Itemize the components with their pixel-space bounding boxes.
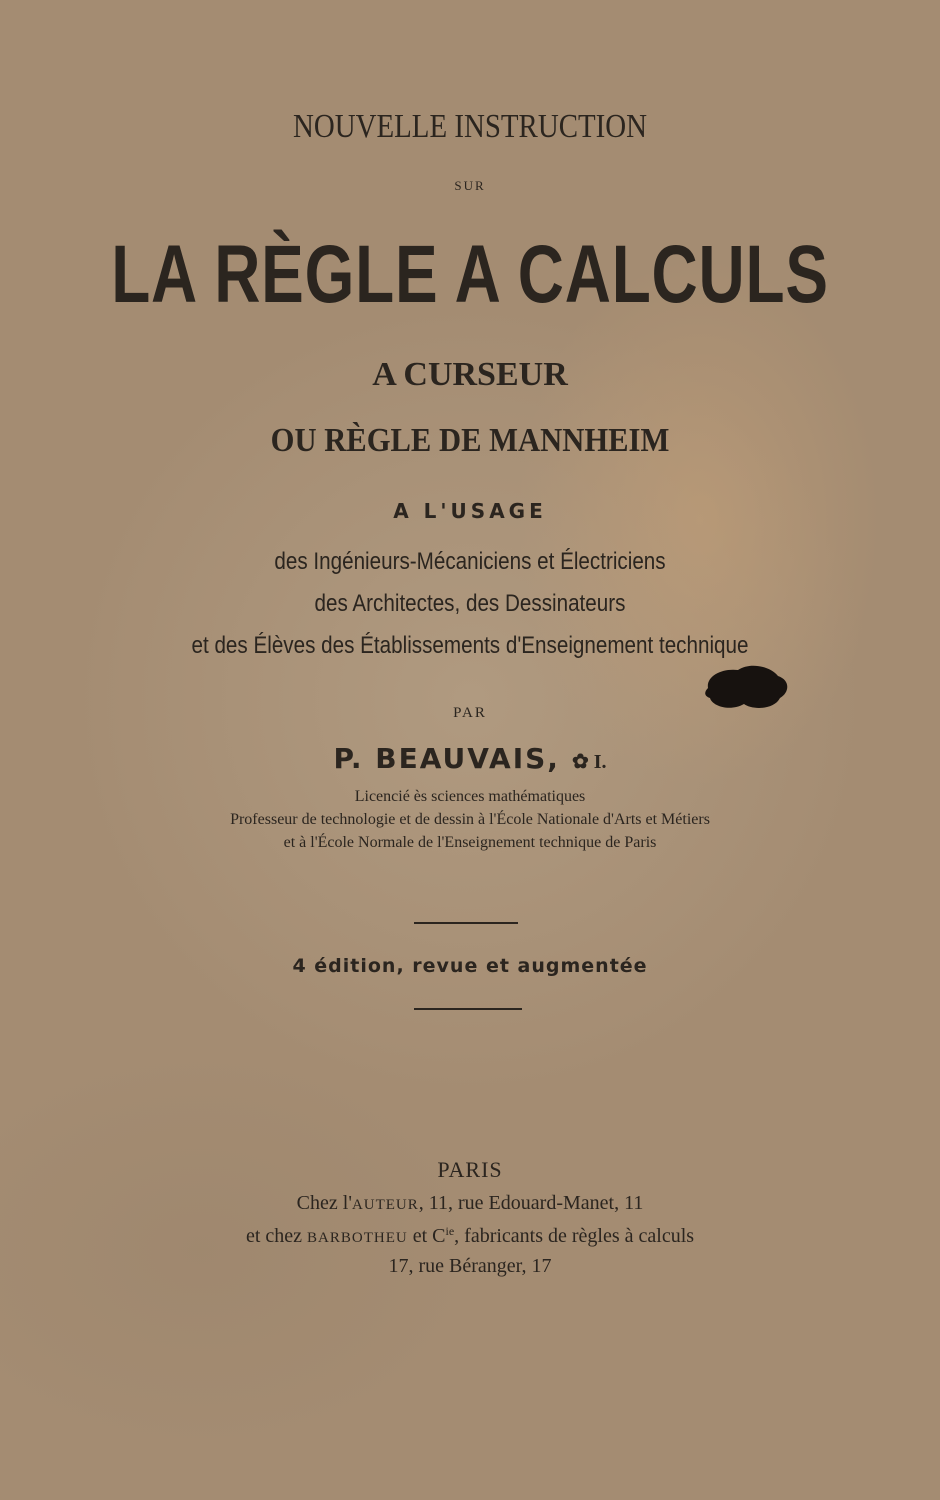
main-title: LA RÈGLE A CALCULS	[111, 229, 829, 320]
divider-rule	[414, 1008, 522, 1010]
sur-label: SUR	[454, 178, 486, 193]
edition-line: 4 édition, revue et augmentée	[292, 955, 648, 977]
divider-rule	[414, 922, 518, 924]
credential-line: Licencié ès sciences mathématiques	[354, 788, 586, 805]
subtitle-curseur: A CURSEUR	[372, 356, 568, 393]
subtitle-mannheim: OU RÈGLE DE MANNHEIM	[270, 422, 670, 459]
city-label: PARIS	[437, 1157, 503, 1182]
audience-line: des Ingénieurs-Mécaniciens et Électriciens	[274, 548, 666, 575]
author-line	[0, 742, 940, 776]
audience-line: des Architectes, des Dessinateurs	[314, 590, 626, 617]
par-label: PAR	[453, 705, 487, 721]
imprint-line: et chez BARBOTHEU et $C^{ie}$, fabricants de règles à calculs	[245, 1224, 695, 1247]
author-name: P. BEAUVAIS,	[333, 742, 560, 775]
author-mark: ✿ I.	[571, 751, 607, 773]
imprint-line: Chez l'AUTEUR, 11, rue Edouard-Manet, 11	[296, 1192, 644, 1214]
credential-line: Professeur de technologie et de dessin à l'École Nationale d'Arts et Métiers	[230, 811, 710, 828]
imprint-line: 17, rue Béranger, 17	[388, 1255, 552, 1277]
audience-line: et des Élèves des Établissements d'Enseignement technique	[191, 632, 749, 659]
title-top: NOUVELLE INSTRUCTION	[293, 108, 647, 145]
usage-label: A L'USAGE	[393, 499, 547, 523]
credential-line: et à l'École Normale de l'Enseignement technique de Paris	[283, 834, 657, 851]
